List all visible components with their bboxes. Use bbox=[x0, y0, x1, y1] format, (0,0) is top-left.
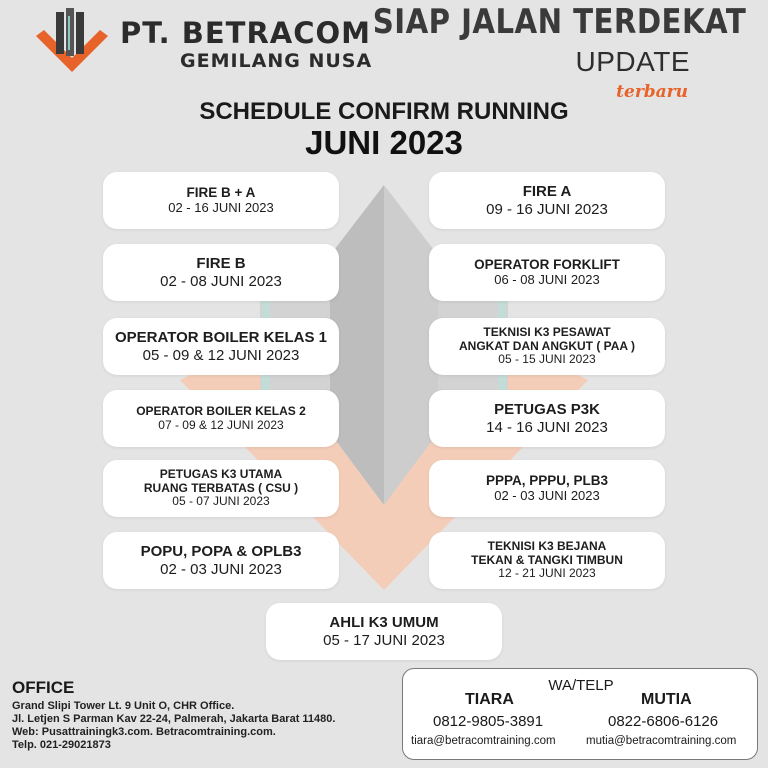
office-title: OFFICE bbox=[12, 678, 75, 697]
update-tag: terbaru bbox=[616, 82, 688, 102]
course-date: 05 - 09 & 12 JUNI 2023 bbox=[142, 346, 300, 364]
course-date: 09 - 16 JUNI 2023 bbox=[486, 200, 608, 218]
course-name-line1: TEKNISI K3 BEJANA bbox=[487, 538, 607, 553]
building-chevron-logo-icon bbox=[32, 6, 112, 78]
office-address-line1: Grand Slipi Tower Lt. 9 Unit O, CHR Office. bbox=[12, 700, 235, 712]
course-date: 05 - 07 JUNI 2023 bbox=[172, 494, 270, 509]
contact-email-mutia[interactable]: mutia@betracomtraining.com bbox=[586, 735, 737, 747]
course-name: OPERATOR BOILER KELAS 2 bbox=[136, 403, 306, 418]
course-name: FIRE B + A bbox=[186, 185, 256, 201]
course-card bbox=[429, 390, 665, 447]
course-name: POPU, POPA & OPLB3 bbox=[140, 543, 302, 561]
course-date: 05 - 15 JUNI 2023 bbox=[498, 352, 596, 367]
course-card bbox=[103, 318, 339, 375]
course-date: 02 - 03 JUNI 2023 bbox=[160, 560, 282, 578]
course-name: FIRE B bbox=[196, 255, 246, 273]
course-date: 02 - 08 JUNI 2023 bbox=[160, 272, 282, 290]
schedule-month: JUNI 2023 bbox=[305, 124, 463, 161]
office-phone: Telp. 021-29021873 bbox=[12, 739, 111, 751]
course-date: 06 - 08 JUNI 2023 bbox=[494, 271, 600, 287]
contact-phone-tiara[interactable]: 0812-9805-3891 bbox=[433, 713, 544, 730]
course-name: OPERATOR FORKLIFT bbox=[474, 257, 620, 273]
office-website: Web: Pusattrainingk3.com. Betracomtraining.com. bbox=[12, 726, 276, 738]
course-name: PPPA, PPPU, PLB3 bbox=[485, 473, 609, 489]
course-date: 02 - 16 JUNI 2023 bbox=[168, 199, 274, 215]
course-name: AHLI K3 UMUM bbox=[329, 614, 439, 632]
course-name-line2: TEKAN & TANGKI TIMBUN bbox=[471, 552, 623, 567]
course-card bbox=[103, 172, 339, 229]
contact-name-tiara: TIARA bbox=[465, 691, 514, 708]
course-name: FIRE A bbox=[522, 183, 572, 201]
course-card bbox=[103, 244, 339, 301]
course-card bbox=[429, 172, 665, 229]
course-card bbox=[103, 532, 339, 589]
office-address-line2: Jl. Letjen S Parman Kav 22-24, Palmerah, Jakarta Barat 11480. bbox=[12, 713, 336, 725]
company-logo bbox=[32, 6, 372, 78]
course-card bbox=[429, 244, 665, 301]
course-name-line1: PETUGAS K3 UTAMA bbox=[159, 466, 283, 481]
contact-label: WA/TELP bbox=[548, 677, 614, 694]
schedule-title: SCHEDULE CONFIRM RUNNING bbox=[199, 98, 569, 125]
contact-name-mutia: MUTIA bbox=[641, 691, 692, 708]
contact-box bbox=[402, 668, 758, 760]
course-date: 14 - 16 JUNI 2023 bbox=[486, 418, 608, 436]
company-subtitle: GEMILANG NUSA bbox=[180, 50, 373, 72]
course-name-line2: RUANG TERBATAS ( CSU ) bbox=[143, 480, 299, 495]
course-date: 02 - 03 JUNI 2023 bbox=[494, 487, 600, 503]
course-date: 12 - 21 JUNI 2023 bbox=[498, 566, 596, 581]
course-name: PETUGAS P3K bbox=[494, 401, 600, 419]
course-card bbox=[429, 460, 665, 517]
course-card bbox=[429, 318, 665, 375]
course-name-line2: ANGKAT DAN ANGKUT ( PAA ) bbox=[459, 338, 635, 353]
update-label: UPDATE bbox=[575, 46, 690, 77]
course-date: 07 - 09 & 12 JUNI 2023 bbox=[158, 417, 284, 432]
course-date: 05 - 17 JUNI 2023 bbox=[323, 631, 445, 649]
company-name: PT. BETRACOM bbox=[120, 16, 372, 50]
contact-email-tiara[interactable]: tiara@betracomtraining.com bbox=[411, 735, 556, 747]
course-card-center bbox=[266, 603, 502, 660]
course-card bbox=[103, 460, 339, 517]
course-name: OPERATOR BOILER KELAS 1 bbox=[115, 329, 327, 347]
course-card bbox=[103, 390, 339, 447]
contact-phone-mutia[interactable]: 0822-6806-6126 bbox=[608, 713, 719, 730]
course-name-line1: TEKNISI K3 PESAWAT bbox=[483, 324, 611, 339]
headline: SIAP JALAN TERDEKAT bbox=[372, 2, 746, 42]
course-card bbox=[429, 532, 665, 589]
